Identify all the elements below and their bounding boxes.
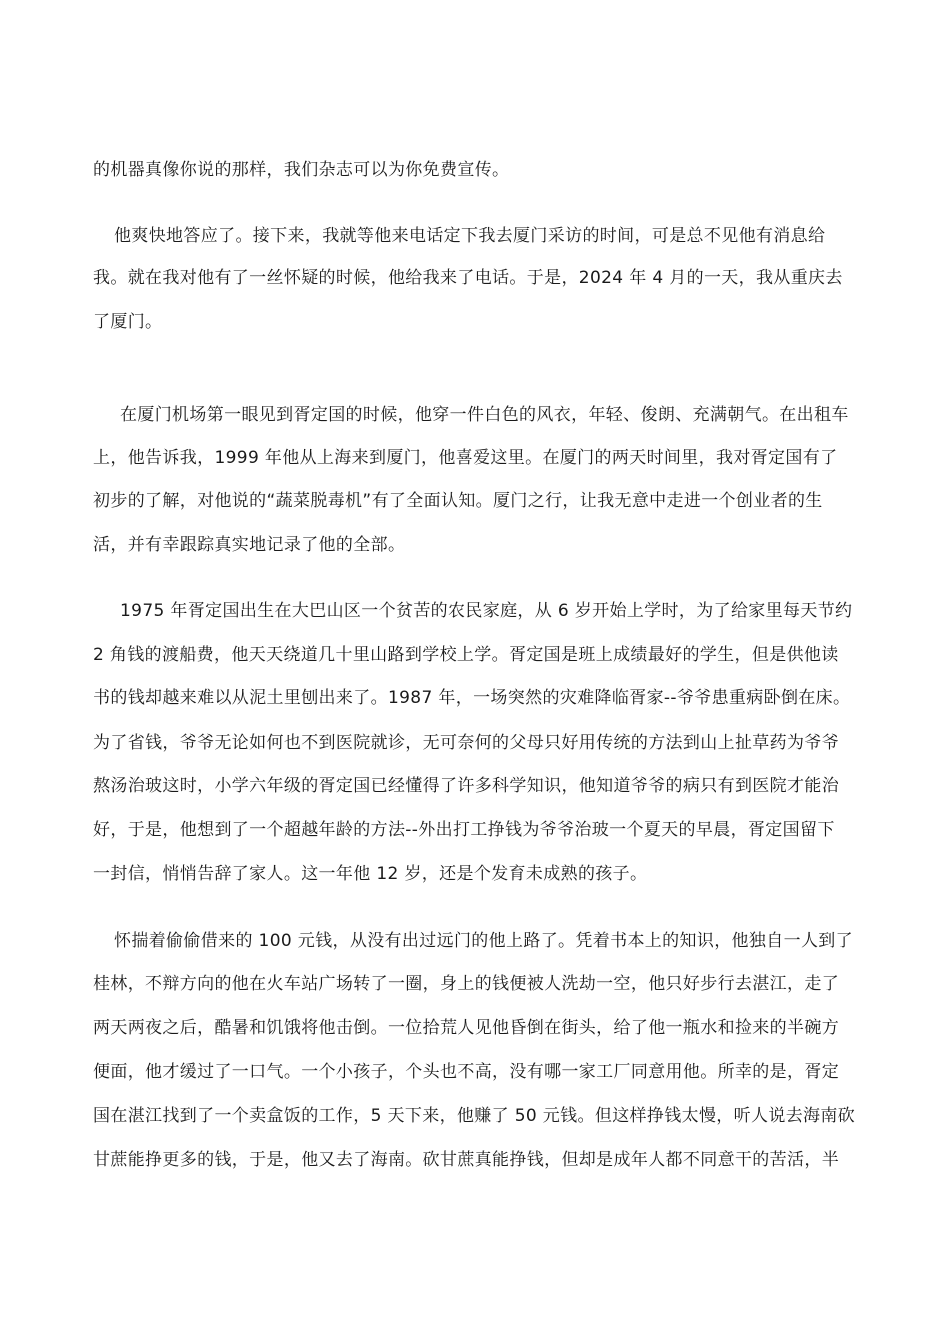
paragraph-line: 在厦门机场第一眼见到胥定国的时候，他穿一件白色的风衣，年轻、俊朗、充满朝气。在出租车 [120, 405, 849, 425]
paragraph-line: 为了省钱，爷爷无论如何也不到医院就诊，无可奈何的父母只好用传统的方法到山上扯草药为爷爷 [93, 733, 840, 753]
paragraph-line: 两天两夜之后，酷暑和饥饿将他击倒。一位拾荒人见他昏倒在街头，给了他一瓶水和捡来的半碗方 [93, 1018, 840, 1038]
paragraph-line: 的机器真像你说的那样，我们杂志可以为你免费宣传。 [93, 160, 510, 180]
paragraph-line: 好，于是，他想到了一个超越年龄的方法--外出打工挣钱为爷爷治玻一个夏天的早晨，胥定国留下 [93, 820, 835, 840]
paragraph-line: 1975 年胥定国出生在大巴山区一个贫苦的农民家庭，从 6 岁开始上学时，为了给家里每天节约 [120, 601, 853, 621]
paragraph-line: 甘蔗能挣更多的钱，于是，他又去了海南。砍甘蔗真能挣钱，但却是成年人都不同意干的苦活，半 [93, 1150, 840, 1170]
paragraph-line: 2 角钱的渡船费，他天天绕道几十里山路到学校上学。胥定国是班上成绩最好的学生，但是供他读 [93, 645, 839, 665]
paragraph-line: 活，并有幸跟踪真实地记录了他的全部。 [93, 535, 406, 555]
paragraph-line: 便面，他才缓过了一口气。一个小孩子，个头也不高，没有哪一家工厂同意用他。所幸的是，胥定 [93, 1062, 840, 1082]
paragraph-line: 了厦门。 [93, 312, 163, 332]
paragraph-line: 上，他告诉我，1999 年他从上海来到厦门，他喜爱这里。在厦门的两天时间里，我对胥定国有了 [93, 448, 838, 468]
paragraph-line: 熬汤治玻这时，小学六年级的胥定国已经懂得了许多科学知识，他知道爷爷的病只有到医院才能治 [93, 776, 840, 796]
paragraph-line: 他爽快地答应了。接下来，我就等他来电话定下我去厦门采访的时间，可是总不见他有消息给 [114, 226, 826, 246]
paragraph-line: 书的钱却越来难以从泥土里刨出来了。1987 年，一场突然的灾难降临胥家--爷爷患重病卧倒在床。 [93, 688, 851, 708]
paragraph-line: 桂林，不辩方向的他在火车站广场转了一圈，身上的钱便被人洗劫一空，他只好步行去湛江，走了 [93, 974, 840, 994]
paragraph-line: 一封信，悄悄告辞了家人。这一年他 12 岁，还是个发育未成熟的孩子。 [93, 864, 648, 884]
paragraph-line: 怀揣着偷偷借来的 100 元钱，从没有出过远门的他上路了。凭着书本上的知识，他独自一人到了 [114, 931, 854, 951]
paragraph-line: 国在湛江找到了一个卖盒饭的工作，5 天下来，他赚了 50 元钱。但这样挣钱太慢，听人说去海南砍 [93, 1106, 856, 1126]
paragraph-line: 我。就在我对他有了一丝怀疑的时候，他给我来了电话。于是，2024 年 4 月的一天，我从重庆去 [93, 268, 843, 288]
paragraph-line: 初步的了解，对他说的“蔬菜脱毒机”有了全面认知。厦门之行，让我无意中走进一个创业者的生 [93, 491, 823, 511]
